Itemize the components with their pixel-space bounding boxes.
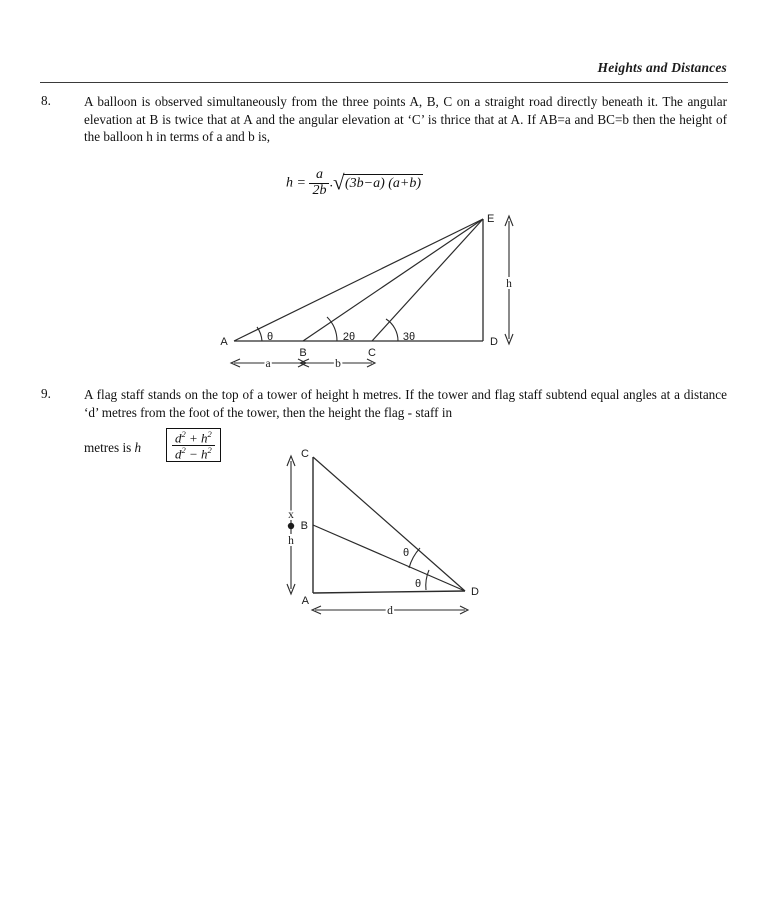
f9-den-op: − bbox=[189, 445, 198, 461]
label2-vertex-D: D bbox=[471, 586, 479, 598]
question-9-formula-lead: h bbox=[134, 440, 142, 455]
f9-num-d-exp: 2 bbox=[181, 428, 186, 439]
formula8-numerator: a bbox=[315, 167, 323, 182]
line-CD bbox=[313, 457, 465, 591]
page-header-title: Heights and Distances bbox=[597, 60, 727, 75]
f9-den-d: d bbox=[175, 445, 182, 461]
formula8-equals: = bbox=[296, 175, 306, 191]
f9-num-h: h bbox=[201, 429, 208, 445]
f9-num-h-exp: 2 bbox=[207, 428, 212, 439]
label-angle-2theta-B: 2θ bbox=[342, 331, 356, 343]
midpoint-dot bbox=[288, 523, 294, 529]
angle-arc-upper-D bbox=[409, 548, 420, 568]
question-8-text: A balloon is observed simultaneously from the three points A, B, C on a straight road directly beneath it. The angular elevation at B is twice that at A and the angular elevation at ‘C’ is thrice that at A. If AB=a and BC=b then the height of the balloon h in terms of a and b is, bbox=[84, 94, 727, 145]
f9-den-d-exp: 2 bbox=[181, 444, 186, 455]
question-8-formula: h = $\frac{a}{2b}$ . √ (3b−a) (a+b) bbox=[286, 167, 421, 198]
label-dimension-b: b bbox=[335, 358, 341, 370]
formula8-denominator: 2b bbox=[309, 183, 329, 199]
label-vertex-C: C bbox=[368, 347, 376, 359]
f9-den-h: h bbox=[201, 445, 208, 461]
formula8-radicand: (3b−a) (a+b) bbox=[344, 176, 421, 192]
baseline-AD2 bbox=[313, 591, 465, 593]
f9-den-h-exp: 2 bbox=[207, 444, 212, 455]
f9-num-d: d bbox=[175, 429, 182, 445]
angle-arc-lower-D bbox=[426, 570, 429, 590]
label2-dimension-d: d bbox=[387, 605, 393, 617]
question-8-number: 8. bbox=[41, 93, 51, 108]
label2-vertex-B: B bbox=[300, 520, 308, 532]
line-BD bbox=[313, 525, 465, 591]
label-angle-theta-A: θ bbox=[266, 331, 274, 343]
label-vertex-D: D bbox=[490, 336, 498, 348]
label2-angle-lower: θ bbox=[414, 578, 422, 590]
label-angle-3theta-C: 3θ bbox=[402, 331, 416, 343]
question-9-tail-label: metres is bbox=[84, 440, 132, 455]
radical-sign: √ bbox=[332, 170, 345, 195]
label-dimension-h: h bbox=[506, 278, 512, 290]
label-vertex-B: B bbox=[299, 347, 307, 359]
label-vertex-A: A bbox=[220, 336, 228, 348]
label2-dimension-h: h bbox=[288, 535, 294, 547]
label-dimension-a: a bbox=[265, 358, 271, 370]
f9-num-op: + bbox=[189, 429, 198, 445]
formula8-lhs: h bbox=[286, 175, 293, 191]
label2-dimension-x: x bbox=[288, 509, 294, 521]
label-vertex-E: E bbox=[487, 213, 495, 225]
label2-vertex-C: C bbox=[301, 448, 309, 460]
label2-angle-upper: θ bbox=[402, 547, 410, 559]
question-9-text: A flag staff stands on the top of a tower of height h metres. If the tower and flag staff subtend equal angles at a distance ‘d’ metres from the foot of the tower, then the height the flag - staff in bbox=[84, 387, 727, 420]
label2-vertex-A: A bbox=[301, 595, 309, 607]
question-9-number: 9. bbox=[41, 386, 51, 401]
